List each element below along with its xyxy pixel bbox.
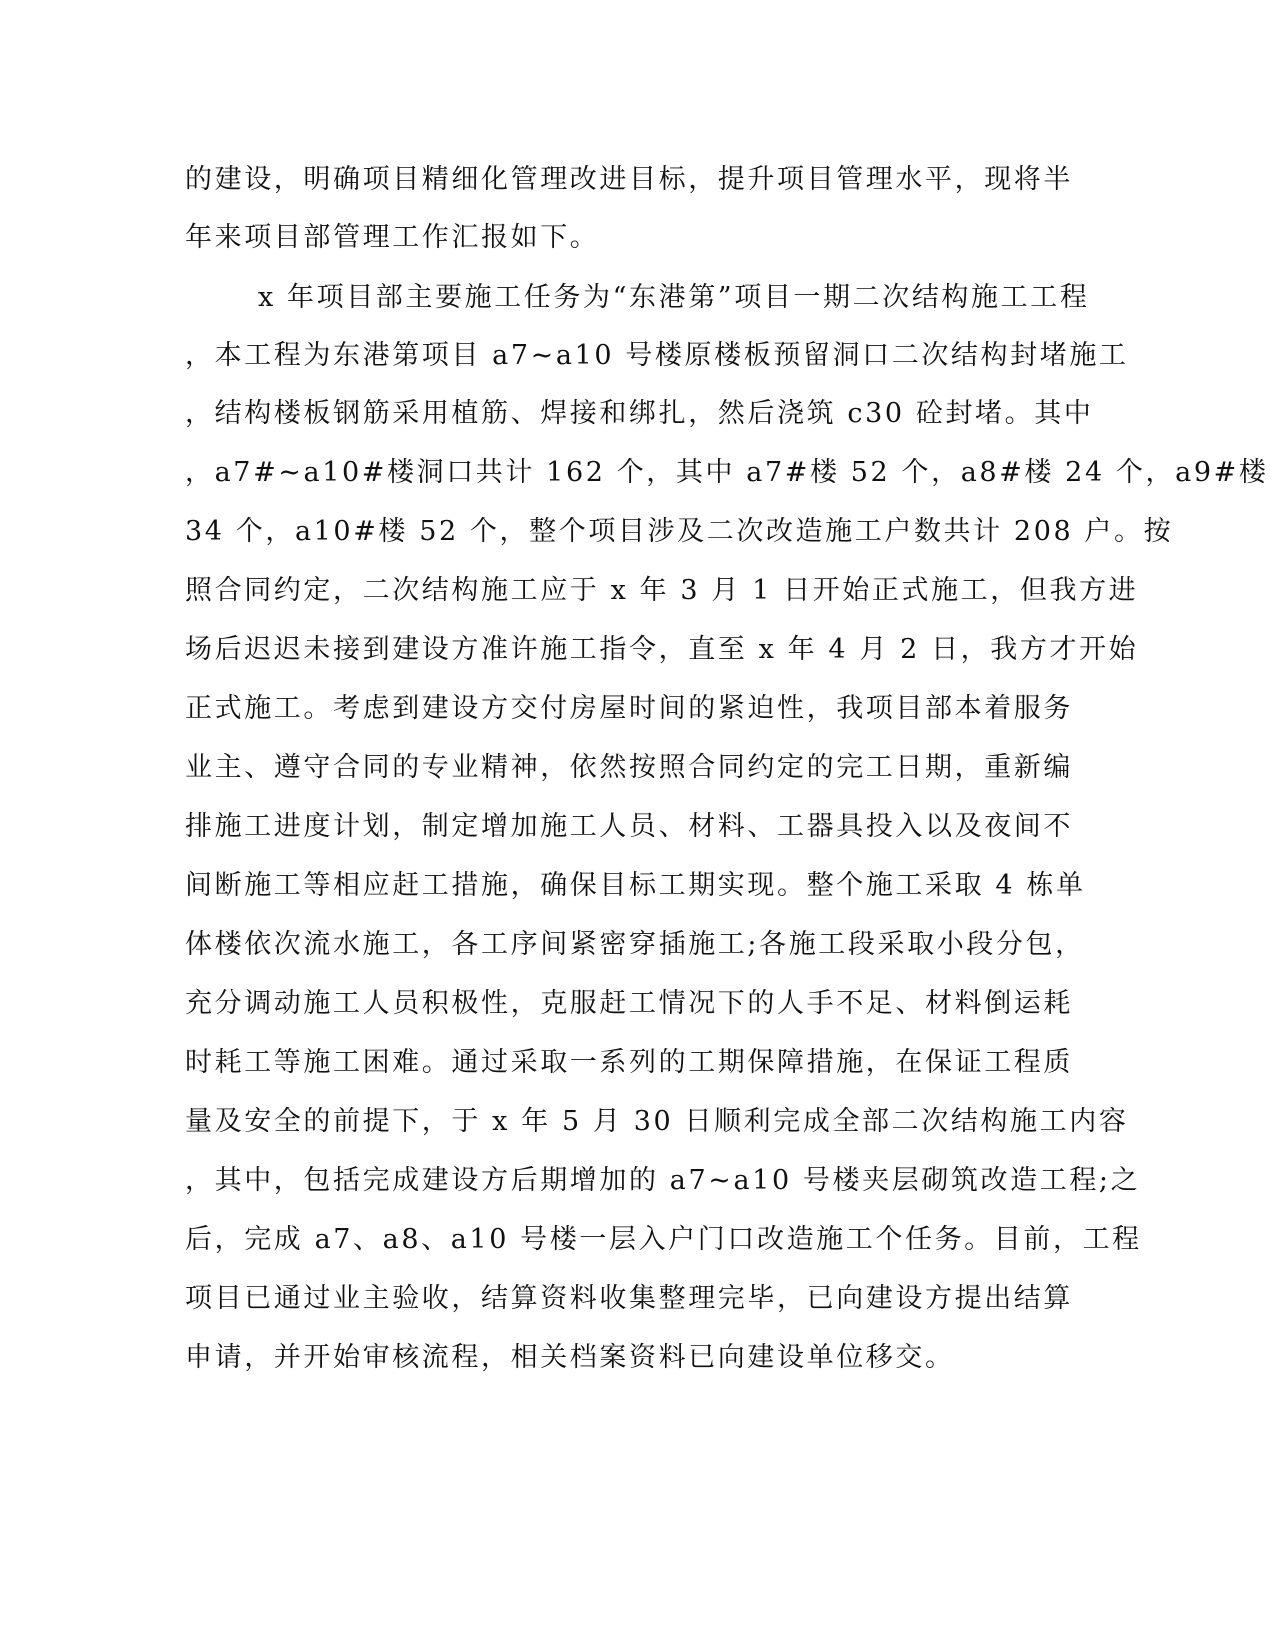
text-line: 34 个，a10#楼 52 个，整个项目涉及二次改造施工户数共计 208 户。按: [185, 516, 1174, 547]
text-line: ，本工程为东港第项目 a7~a10 号楼原楼板预留洞口二次结构封堵施工: [185, 340, 1129, 371]
text-line: 申请，并开始审核流程，相关档案资料已向建设单位移交。: [185, 1342, 955, 1373]
text-line: 量及安全的前提下，于 x 年 5 月 30 日顺利完成全部二次结构施工内容: [185, 1106, 1129, 1137]
text-line: ，结构楼板钢筋采用植筋、焊接和绑扎，然后浇筑 c30 砼封堵。其中: [185, 398, 1094, 429]
text-line: 正式施工。考虑到建设方交付房屋时间的紧迫性，我项目部本着服务: [185, 693, 1073, 724]
text-line: 照合同约定，二次结构施工应于 x 年 3 月 1 日开始正式施工，但我方进: [185, 575, 1139, 606]
text-line: 时耗工等施工困难。通过采取一系列的工期保障措施，在保证工程质: [185, 1047, 1073, 1078]
text-line: 排施工进度计划，制定增加施工人员、材料、工器具投入以及夜间不: [185, 811, 1073, 842]
text-line: ，a7#~a10#楼洞口共计 162 个，其中 a7#楼 52 个，a8#楼 24 个，a9#楼: [185, 457, 1269, 488]
text-line: 场后迟迟未接到建设方准许施工指令，直至 x 年 4 月 2 日，我方才开始: [185, 634, 1139, 665]
text-line: 业主、遵守合同的专业精神，依然按照合同约定的完工日期，重新编: [185, 752, 1073, 783]
text-line: 充分调动施工人员积极性，克服赶工情况下的人手不足、材料倒运耗: [185, 988, 1073, 1019]
text-line: 年来项目部管理工作汇报如下。: [185, 222, 600, 253]
text-line: 的建设，明确项目精细化管理改进目标，提升项目管理水平，现将半: [185, 164, 1073, 195]
paragraph-first-line: x 年项目部主要施工任务为“东港第”项目一期二次结构施工工程: [258, 282, 1090, 313]
text-line: 后，完成 a7、a8、a10 号楼一层入户门口改造施工个任务。目前，工程: [185, 1224, 1142, 1255]
text-line: 项目已通过业主验收，结算资料收集整理完毕，已向建设方提出结算: [185, 1283, 1073, 1314]
text-line: ，其中，包括完成建设方后期增加的 a7~a10 号楼夹层砌筑改造工程;之: [185, 1165, 1141, 1196]
text-line: 体楼依次流水施工，各工序间紧密穿插施工;各施工段采取小段分包，: [185, 929, 1085, 960]
text-line: 间断施工等相应赶工措施，确保目标工期实现。整个施工采取 4 栋单: [185, 870, 1086, 901]
